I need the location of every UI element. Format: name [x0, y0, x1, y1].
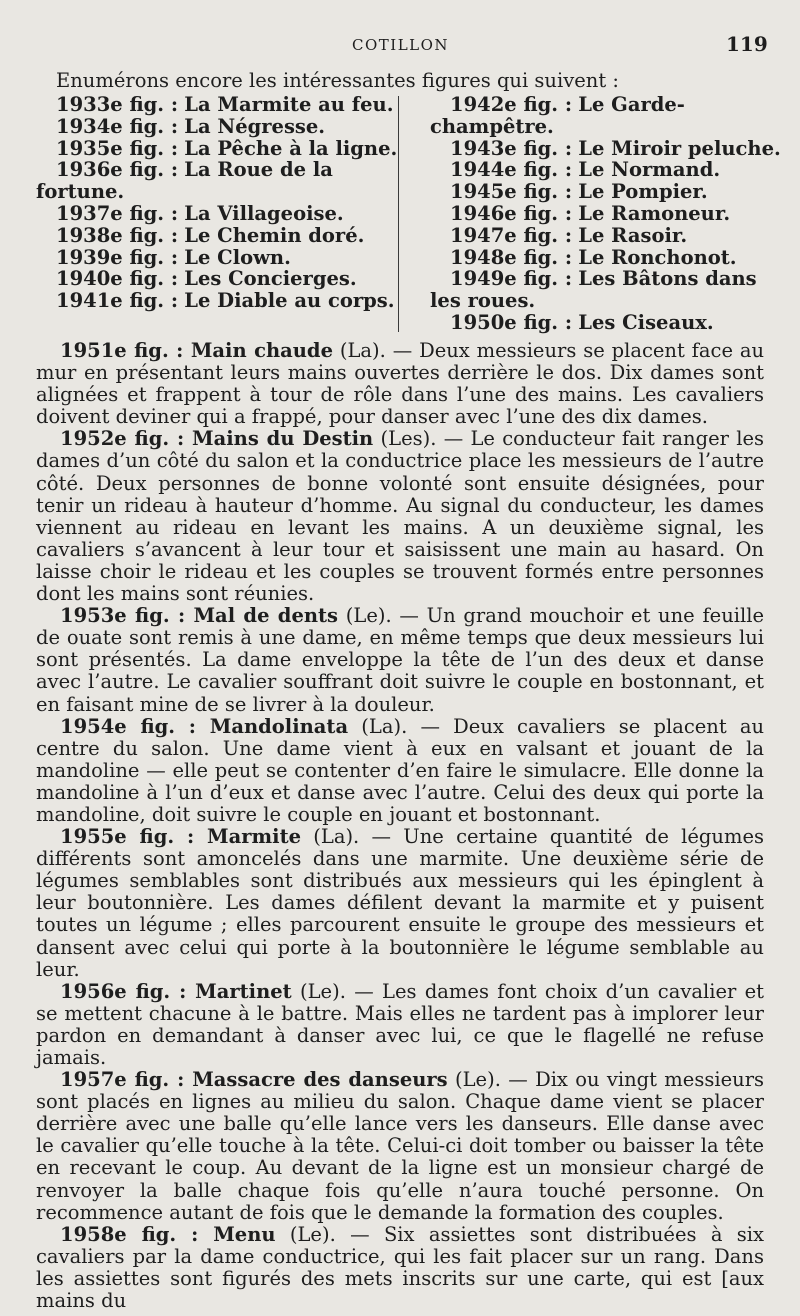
entry-1956: 1956e fig. : Martinet (Le). — Les dames font choix d’un cavalier et se mettent chacune à le battre. Mais elles ne tardent pas à implorer leur pardon en demandant à danser avec lui, ce que le flagellé ne refuse jamais.: [36, 979, 764, 1069]
figure-item: 1949e fig. : Les Bâtons dans les roues.: [430, 267, 757, 313]
page-number: 119: [726, 32, 768, 56]
entry-1955: 1955e fig. : Marmite (La). — Une certaine quantité de légumes différents sont amoncelés dans une marmite. Une deuxième série de légumes semblables sont distribués aux messieurs qui les épinglent à leur boutonnière. Les dames défilent devant la marmite et y puisent toutes un légume ; elles parcourent ensuite le groupe des messieurs et dansent avec celui qui porte à la boutonnière le légume semblable au leur.: [36, 825, 765, 981]
figure-item: 1936e fig. : La Roue de la fortune.: [36, 158, 333, 204]
intro-line: Enumérons encore les intéressantes figures qui suivent :: [56, 69, 619, 92]
figure-item: 1933e fig. : La Marmite au feu.: [56, 93, 394, 116]
figure-item: 1934e fig. : La Négresse.: [56, 114, 326, 138]
page-header: [0, 34, 800, 58]
figure-item: 1939e fig. : Le Clown.: [56, 245, 291, 269]
column-divider: [398, 96, 399, 332]
entry-1953: 1953e fig. : Mal de dents (Le). — Un grand mouchoir et une feuille de ouate sont remis à une dame, en même temps que deux messieurs lui sont présentés. La dame enveloppe la tête de l’un des deux et danse avec l’autre. Le cavalier souffrant doit suivre le couple en bostonnant, et en faisant mine de se livrer à la douleur.: [36, 604, 765, 716]
entries-text: [36, 340, 764, 1312]
figure-list-left: [36, 93, 398, 313]
figure-item: 1946e fig. : Le Ramoneur.: [450, 201, 731, 225]
figure-list-right: [430, 93, 781, 334]
entry-1958: 1958e fig. : Menu (Le). — Six assiettes sont distribuées à six cavaliers par la dame conductrice, qui les fait placer sur un rang. Dans les assiettes sont figurés des mets inscrits sur une carte, qui est [aux mains du: [36, 1222, 765, 1313]
figure-item: 1943e fig. : Le Miroir peluche.: [450, 136, 781, 160]
running-title: COTILLON: [352, 36, 450, 54]
figure-item: 1948e fig. : Le Ronchonot.: [450, 245, 737, 269]
figure-item: 1935e fig. : La Pêche à la ligne.: [56, 136, 398, 160]
entry-1951: 1951e fig. : Main chaude (La). — Deux messieurs se placent face au mur en présentant leurs mains ouvertes derrière le dos. Dix dames sont alignées et frappent à tour de rôle dans l’une des mains. Les cavaliers doivent deviner qui a frappé, pour danser avec l’une des dix dames.: [36, 339, 765, 429]
figure-item: 1940e fig. : Les Concierges.: [56, 267, 357, 291]
entry-1954: 1954e fig. : Mandolinata (La). — Deux cavaliers se placent au centre du salon. Une dame vient à eux en valsant et jouant de la mandoline — elle peut se contenter d’en faire le simulacre. Elle donne la mandoline à l’un d’eux et danse avec l’autre. Celui des deux qui porte la mandoline, doit suivre le couple en jouant et bostonnant.: [36, 714, 765, 826]
figure-item: 1944e fig. : Le Normand.: [450, 158, 721, 182]
figure-item: 1950e fig. : Les Ciseaux.: [450, 310, 714, 334]
figure-item: 1941e fig. : Le Diable au corps.: [56, 289, 395, 313]
figure-item: 1937e fig. : La Villageoise.: [56, 201, 344, 225]
entry-1957: 1957e fig. : Massacre des danseurs (Le). — Dix ou vingt messieurs sont placés en lignes au milieu du salon. Chaque dame vient se placer derrière avec une balle qu’elle lance vers les danseurs. Elle danse avec le cavalier qu’elle touche à la tête. Celui-ci doit tomber ou baisser la tête en recevant le coup. Au devant de la ligne est un monsieur chargé de renvoyer la balle chaque fois qu’elle n’aura touché personne. On recommence autant de fois que le demande la formation des couples.: [36, 1068, 765, 1224]
figure-item: 1942e fig. : Le Garde-champêtre.: [430, 93, 685, 138]
figure-item: 1947e fig. : Le Rasoir.: [450, 223, 688, 247]
figure-item: 1945e fig. : Le Pompier.: [450, 180, 708, 204]
entry-1952: 1952e fig. : Mains du Destin (Les). — Le conducteur fait ranger les dames d’un côté du salon et la conductrice place les messieurs de l’autre côté. Deux personnes de bonne volonté sont ensuite désignées, pour tenir un rideau à hauteur d’homme. Au signal du conducteur, les dames viennent au rideau en levant les mains. A un deuxième signal, les cavaliers s’avancent à leur tour et saisissent une main au hasard. On laisse choir le rideau et les couples se trouvent formés entre personnes dont les mains sont réunies.: [36, 427, 765, 606]
figure-item: 1938e fig. : Le Chemin doré.: [56, 223, 365, 247]
